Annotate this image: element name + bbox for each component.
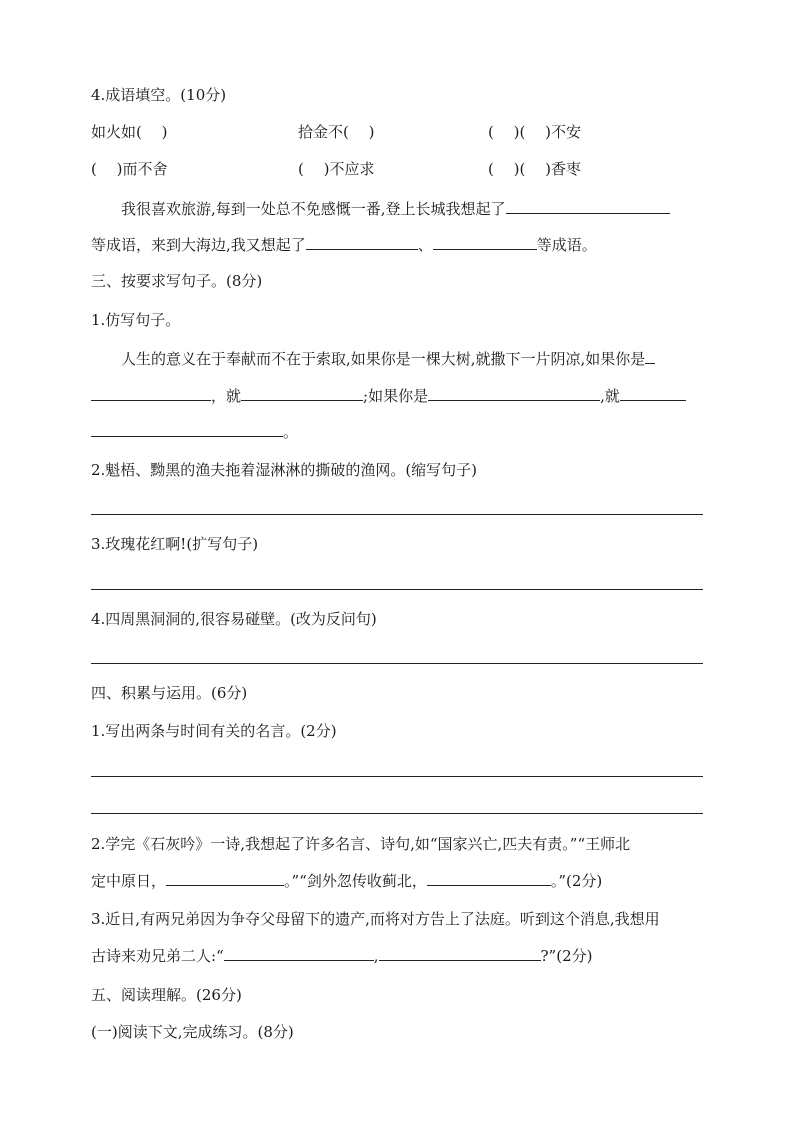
s3-q1-text: ;如果你是 [363, 387, 429, 405]
s3-q1-text: ,就 [600, 387, 620, 405]
s4-q2-text: 定中原日， [91, 872, 167, 890]
section5-heading: 五、阅读理解。(26分) [91, 986, 242, 1004]
separator: 、 [417, 236, 433, 254]
answer-blank[interactable] [379, 945, 541, 961]
answer-blank[interactable] [91, 385, 211, 401]
s4-q1: 1.写出两条与时间有关的名言。(2分) [91, 722, 337, 740]
answer-line[interactable] [91, 776, 703, 777]
s3-q1-line2 [91, 385, 686, 406]
answer-line[interactable] [91, 813, 703, 814]
s3-q2: 2.魁梧、黝黑的渔夫拖着湿淋淋的撕破的渔网。(缩写句子) [91, 461, 478, 479]
section4-heading: 四、积累与运用。(6分) [91, 684, 248, 702]
answer-line[interactable] [91, 589, 703, 590]
s4-q2-line2 [91, 870, 602, 891]
q4-paragraph-line2 [91, 234, 597, 255]
answer-blank[interactable] [306, 234, 418, 250]
answer-blank[interactable] [91, 421, 283, 437]
section3-heading: 三、按要求写句子。(8分) [91, 272, 263, 290]
answer-blank[interactable] [620, 385, 686, 401]
s4-q3-line1: 3.近日,有两兄弟因为争夺父母留下的遗产,而将对方告上了法庭。听到这个消息,我想用 [91, 910, 660, 928]
s3-q4: 4.四周黑洞洞的,很容易碰壁。(改为反问句) [91, 610, 377, 628]
s3-q1-text: 人生的意义在于奉献而不在于索取,如果你是一棵大树,就撒下一片阴凉,如果你是 [121, 350, 646, 368]
q4-paragraph-text: 我很喜欢旅游,每到一处总不免感慨一番,登上长城我想起了 [121, 200, 506, 218]
s4-q3-text: 古诗来劝兄弟二人:“ [91, 947, 224, 965]
s3-q1-text: ，就 [211, 387, 242, 405]
answer-blank[interactable] [224, 945, 374, 961]
answer-blank[interactable] [241, 385, 363, 401]
s3-q1-heading: 1.仿写句子。 [91, 311, 181, 329]
answer-blank[interactable] [428, 385, 600, 401]
s4-q2-line1: 2.学完《石灰吟》一诗,我想起了许多名言、诗句,如“国家兴亡,匹夫有责。”“王师北 [91, 835, 631, 853]
s4-q3-text: , [373, 947, 379, 965]
q4-heading: 4.成语填空。(10分) [91, 86, 227, 104]
idiom-blank-5[interactable]: ( )不应求 [298, 160, 375, 178]
q4-paragraph-text: 等成语，来到大海边,我又想起了 [91, 236, 306, 254]
answer-blank[interactable] [433, 234, 537, 250]
s4-q2-text: 。”(2分) [550, 872, 603, 890]
s3-q1-line1 [121, 348, 655, 369]
answer-line[interactable] [91, 514, 703, 515]
answer-line[interactable] [91, 663, 703, 664]
q4-paragraph-text: 等成语。 [536, 236, 597, 254]
answer-blank[interactable] [166, 870, 284, 886]
s4-q2-text: 。”“剑外忽传收蓟北， [284, 872, 427, 890]
answer-blank[interactable] [506, 198, 670, 214]
idiom-blank-4[interactable]: ( )而不舍 [91, 160, 168, 178]
idiom-blank-1[interactable]: 如火如( ) [91, 123, 168, 141]
idiom-blank-3[interactable]: ( )( )不安 [488, 123, 581, 141]
idiom-blank-2[interactable]: 拾金不( ) [298, 123, 375, 141]
s4-q3-line2 [91, 945, 592, 966]
s3-q3: 3.玫瑰花红啊!(扩写句子) [91, 535, 259, 553]
s3-q1-line3 [91, 421, 298, 442]
q4-paragraph-line1 [121, 198, 670, 219]
idiom-blank-6[interactable]: ( )( )香枣 [488, 160, 581, 178]
answer-blank[interactable] [427, 870, 551, 886]
s4-q3-text: ?”(2分) [540, 947, 593, 965]
section5-sub1: (一)阅读下文,完成练习。(8分) [91, 1023, 294, 1041]
answer-blank[interactable] [645, 348, 655, 364]
s3-q1-text: 。 [283, 423, 299, 441]
